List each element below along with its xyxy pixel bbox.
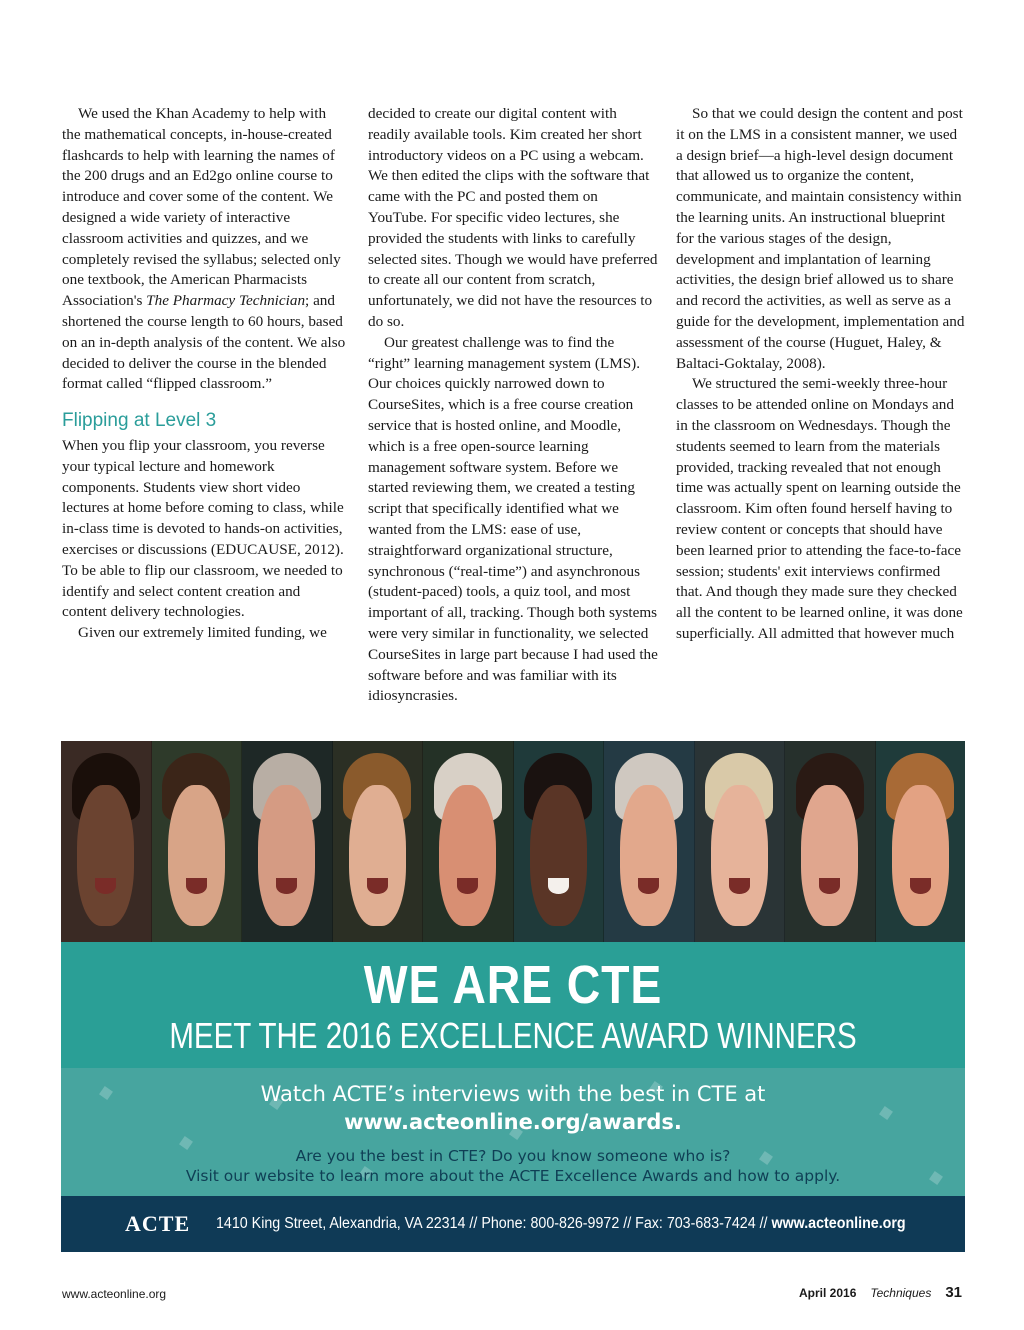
ad-contact-bar <box>61 1196 965 1252</box>
winner-photo <box>695 741 786 942</box>
winner-photo <box>242 741 333 942</box>
contact-details: 1410 King Street, Alexandria, VA 22314 // Phone: 800-826-9972 // Fax: 703-683-7424 // <box>216 1215 768 1232</box>
footer-date: April 2016 <box>799 1286 857 1300</box>
paragraph <box>62 104 348 395</box>
winner-photo <box>876 741 966 942</box>
article-column-3 <box>676 104 966 645</box>
article-column-1 <box>62 104 348 644</box>
paragraph-text: We used the Khan Academy to help with the mathematical concepts, in-house-created flashcards to help with learning the names of the 200 drugs and an Ed2go online course to introduce and cover some of the content. We designed a wide variety of interactive classroom activities and quizzes, and we completely revised the syllabus; selected only one textbook, the American Pharmacists Association's <box>62 105 341 310</box>
paragraph: When you flip your classroom, you reverse your typical lecture and homework components. Students view short video lectures at home before coming to class, while in-class time is devoted to hands-on activities, exercises or discussions (EDUCAUSE, 2012). To be able to flip our classroom, we needed to identify and select content creation and content delivery technologies. <box>62 436 344 621</box>
award-winners-photo-strip <box>61 741 965 942</box>
ad-awards-link[interactable]: www.acteonline.org/awards. <box>344 1110 682 1134</box>
ad-headline: WE ARE CTE <box>363 955 663 1015</box>
winner-photo <box>333 741 424 942</box>
winner-photo <box>604 741 695 942</box>
page-number: 31 <box>945 1284 962 1301</box>
ad-banner <box>61 942 965 1068</box>
paragraph-text: ; and shortened the course length to 60 hours, based on an in-depth analysis of the content. We also decided to deliver the course in the blended format called “flipped classroom.” <box>62 292 346 393</box>
ad-contact-info <box>216 1215 906 1233</box>
contact-website-link[interactable]: www.acteonline.org <box>771 1215 906 1232</box>
page-footer <box>799 1284 962 1301</box>
winner-photo <box>423 741 514 942</box>
section-heading: Flipping at Level 3 <box>62 410 217 432</box>
paragraph: Our greatest challenge was to find the “right” learning management system (LMS). Our choices quickly narrowed down to CourseSites, which is a free course creation service that is hosted online, and Moodle, which is a free open-source learning management software system. Before we started reviewing them, we created a testing script that specifically identified what we wanted from the LMS: ease of use, straightforward organizational structure, synchronous (“real-time”) and asynchronous (student-paced) tools, a quiz tool, and most important of all, tracking. Though both systems were very similar in functionality, we selected CourseSites in large part because I had used the software before and was familiar with its idiosyncrasies. <box>368 333 658 705</box>
footer-magazine: Techniques <box>870 1286 932 1300</box>
winner-photo <box>61 741 152 942</box>
ad-cta-visit: Visit our website to learn more about the ACTE Excellence Awards and how to apply. <box>185 1167 841 1185</box>
book-title: The Pharmacy Technician <box>146 292 306 310</box>
ad-cta-question: Are you the best in CTE? Do you know someone who is? <box>295 1147 731 1165</box>
acte-logo: ACTE <box>125 1211 191 1236</box>
paragraph: Given our extremely limited funding, we <box>78 624 327 642</box>
winner-photo <box>785 741 876 942</box>
ad-subheadline: MEET THE 2016 EXCELLENCE AWARD WINNERS <box>169 1015 857 1056</box>
ad-crowd-background <box>61 1068 965 1196</box>
paragraph: So that we could design the content and post it on the LMS in a consistent manner, we used a design brief—a high-level design document that allowed us to organize the content, communicate, and maintain consistency within the learning units. An instructional blueprint for the various stages of the design, development and implantation of learning activities, the design brief allowed us to share and record the activities, as well as serve as a guide for the development, implementation and assessment of the course (Huguet, Haley, & Baltaci-Goktalay, 2008). <box>676 105 965 372</box>
winner-photo <box>152 741 243 942</box>
ad-watch-text: Watch ACTE’s interviews with the best in CTE at <box>260 1082 766 1106</box>
winner-photo <box>514 741 605 942</box>
paragraph: We structured the semi-weekly three-hour classes to be attended online on Mondays and in the classroom on Wednesdays. Though the students seemed to learn from the materials provided, tracking revealed that not enough time was actually spent on learning outside the classroom. Kim often found herself having to review content or concepts that should have been learned prior to attending the face-to-face session; students' exit interviews confirmed that. And though they made sure they checked all the content to be learned online, it was done superficially. All admitted that however much <box>676 375 963 642</box>
paragraph: decided to create our digital content with readily available tools. Kim created her short introductory videos on a PC using a webcam. We then edited the clips with the software that came with the PC and posted them on YouTube. For specific video lectures, she provided the students with links to carefully selected sites. Though we would have preferred to create all our content from scratch, unfortunately, we did not have the resources to do so. <box>368 105 658 330</box>
advertisement[interactable] <box>61 741 965 1252</box>
footer-website[interactable]: www.acteonline.org <box>62 1287 167 1301</box>
article-column-2 <box>368 104 658 707</box>
